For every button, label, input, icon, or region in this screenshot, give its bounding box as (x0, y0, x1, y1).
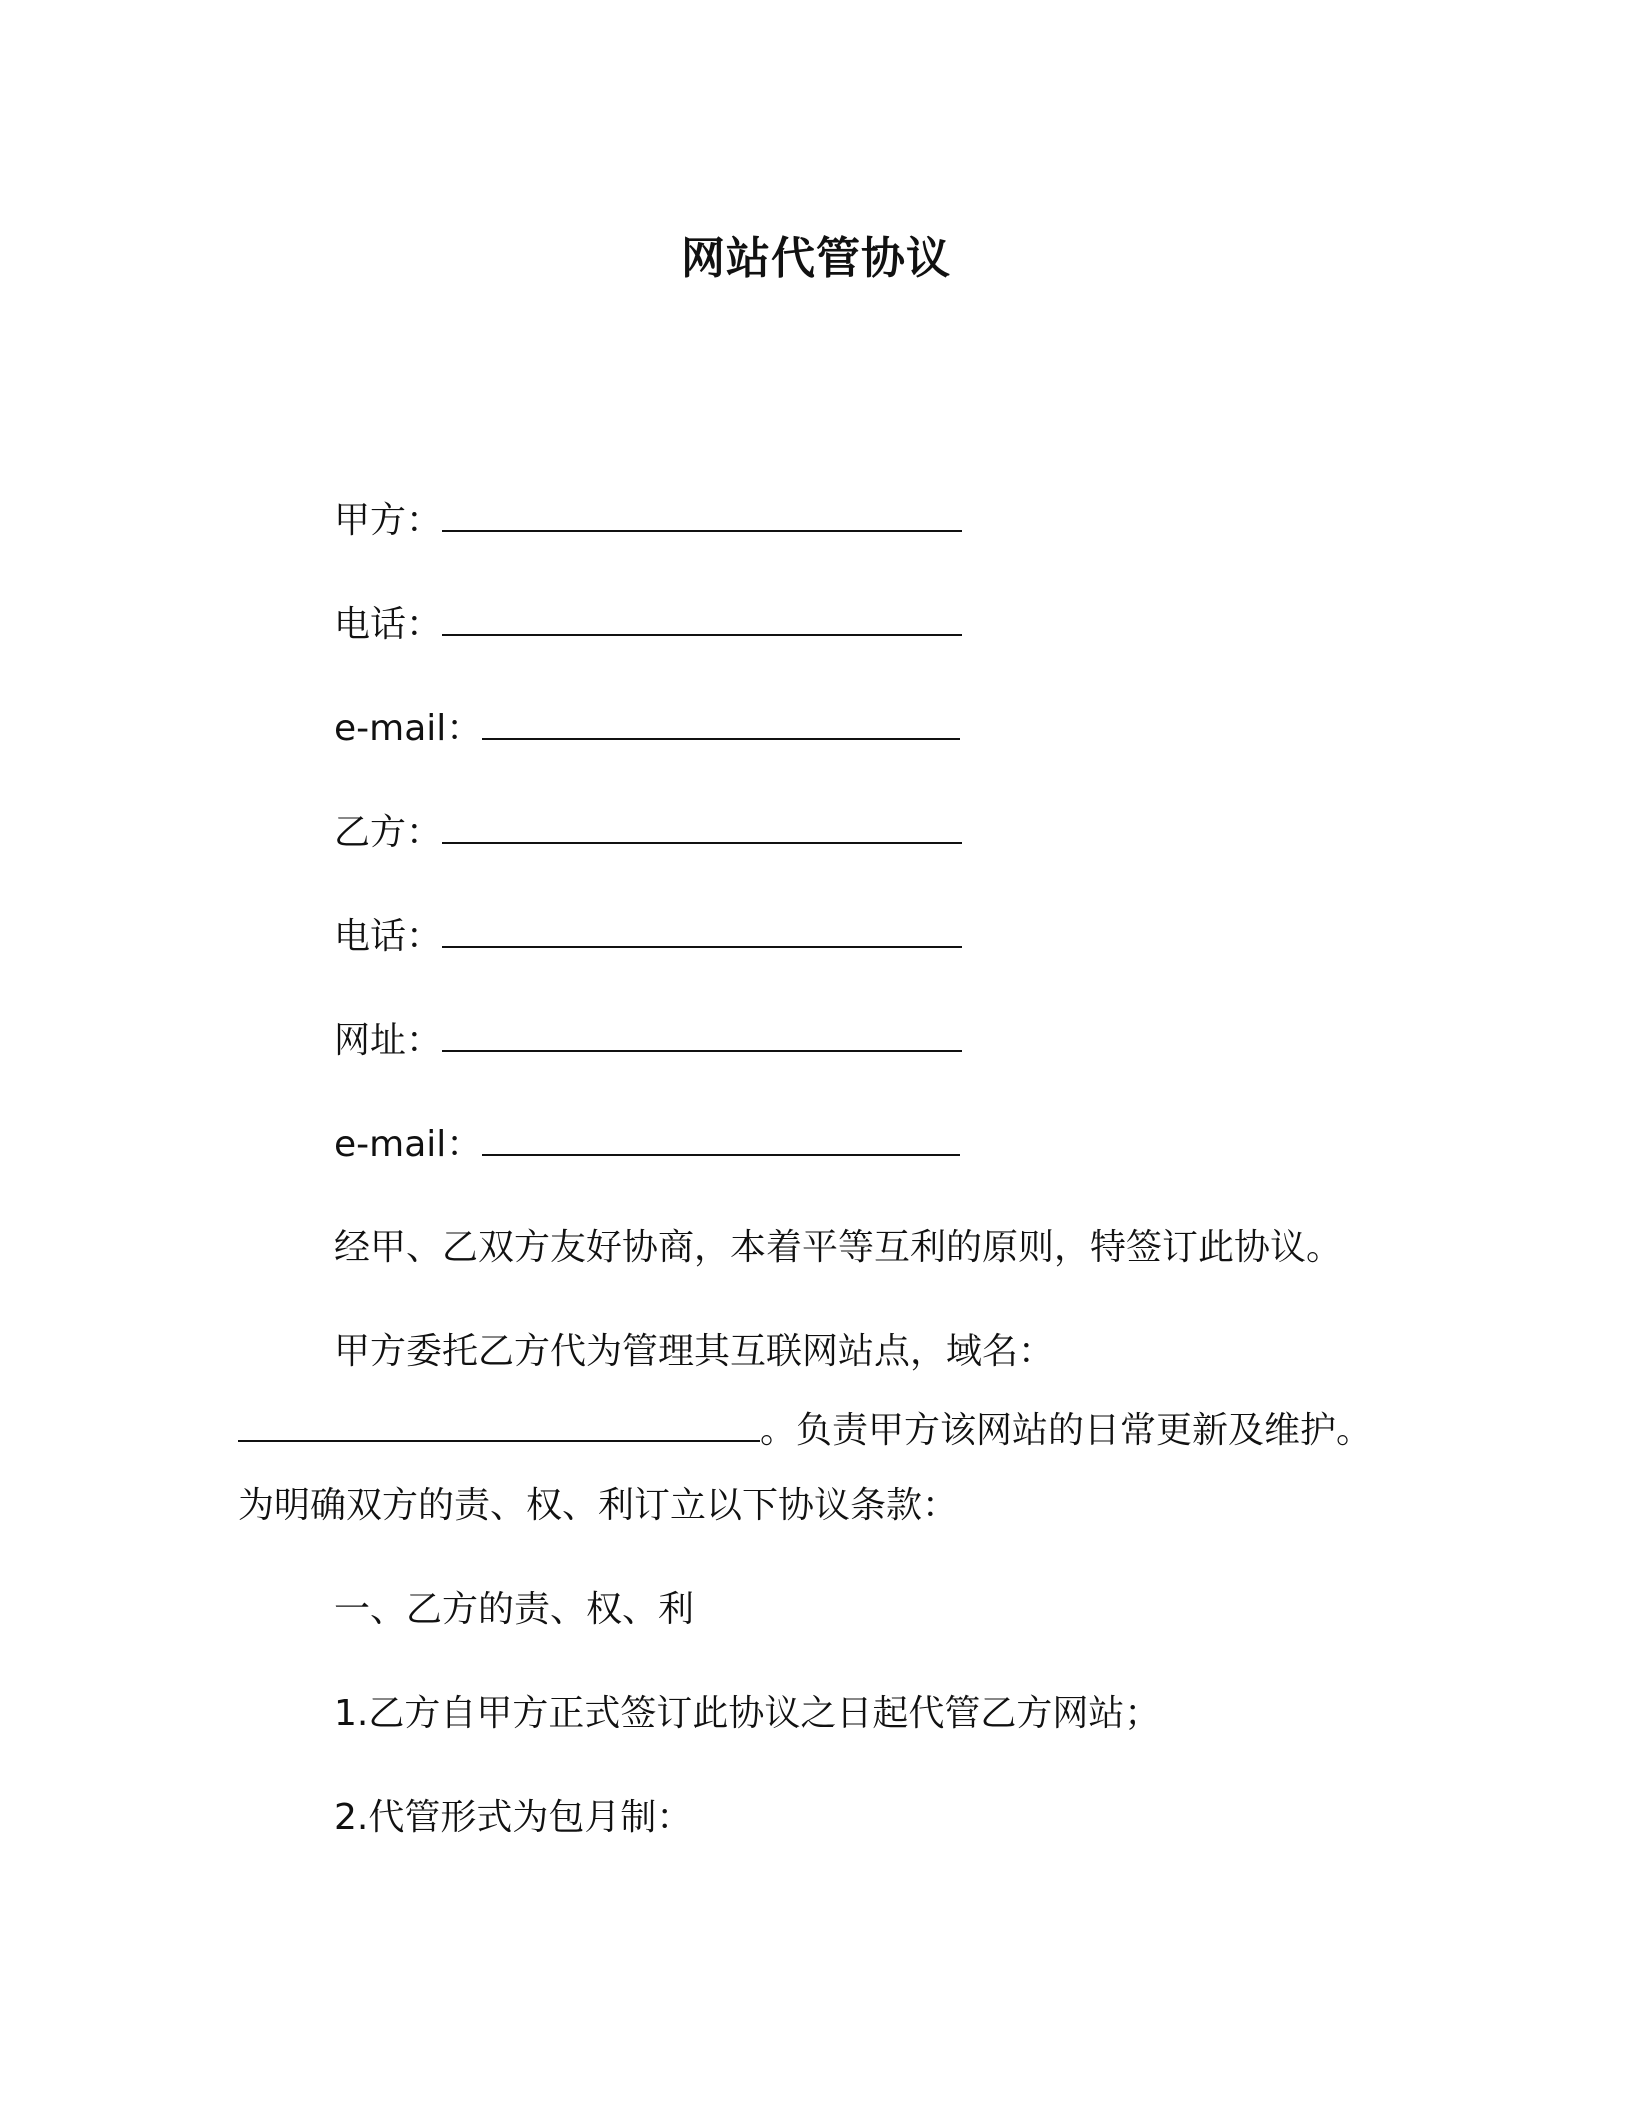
domain-blank (238, 1406, 760, 1442)
party-a-phone-field (334, 600, 962, 649)
clause-2: 2.代管形式为包月制： (334, 1797, 693, 1838)
party-a-label: 甲方： (334, 500, 443, 541)
paragraph-1-line-2 (238, 1406, 1372, 1455)
paragraph-1-line-3: 为明确双方的责、权、利订立以下协议条款： (238, 1485, 959, 1526)
party-b-blank (442, 808, 962, 844)
intro-paragraph: 经甲、乙双方友好协商，本着平等互利的原则，特签订此协议。 (334, 1227, 1343, 1268)
party-b-email-field (334, 1120, 960, 1169)
party-b-label: 乙方： (334, 812, 443, 853)
paragraph-1-line-1: 甲方委托乙方代为管理其互联网站点，域名： (334, 1331, 1055, 1372)
party-b-field (334, 808, 962, 857)
party-a-blank (442, 496, 962, 532)
party-b-phone-label: 电话： (334, 916, 443, 957)
party-b-email-label: e-mail： (334, 1124, 483, 1165)
party-b-website-blank (442, 1016, 962, 1052)
party-b-website-field (334, 1016, 962, 1065)
party-a-email-field (334, 704, 960, 753)
party-b-email-blank (482, 1120, 960, 1156)
document-title: 网站代管协议 (681, 233, 951, 284)
party-b-website-label: 网址： (334, 1020, 443, 1061)
party-a-phone-blank (442, 600, 962, 636)
party-b-phone-blank (442, 912, 962, 948)
paragraph-1-line-2-text: 。负责甲方该网站的日常更新及维护。 (760, 1410, 1373, 1451)
section-1-heading: 一、乙方的责、权、利 (334, 1589, 695, 1630)
party-a-email-label: e-mail： (334, 708, 483, 749)
clause-1: 1.乙方自甲方正式签订此协议之日起代管乙方网站； (334, 1693, 1161, 1734)
party-a-email-blank (482, 704, 960, 740)
party-a-field (334, 496, 962, 545)
party-b-phone-field (334, 912, 962, 961)
party-a-phone-label: 电话： (334, 604, 443, 645)
